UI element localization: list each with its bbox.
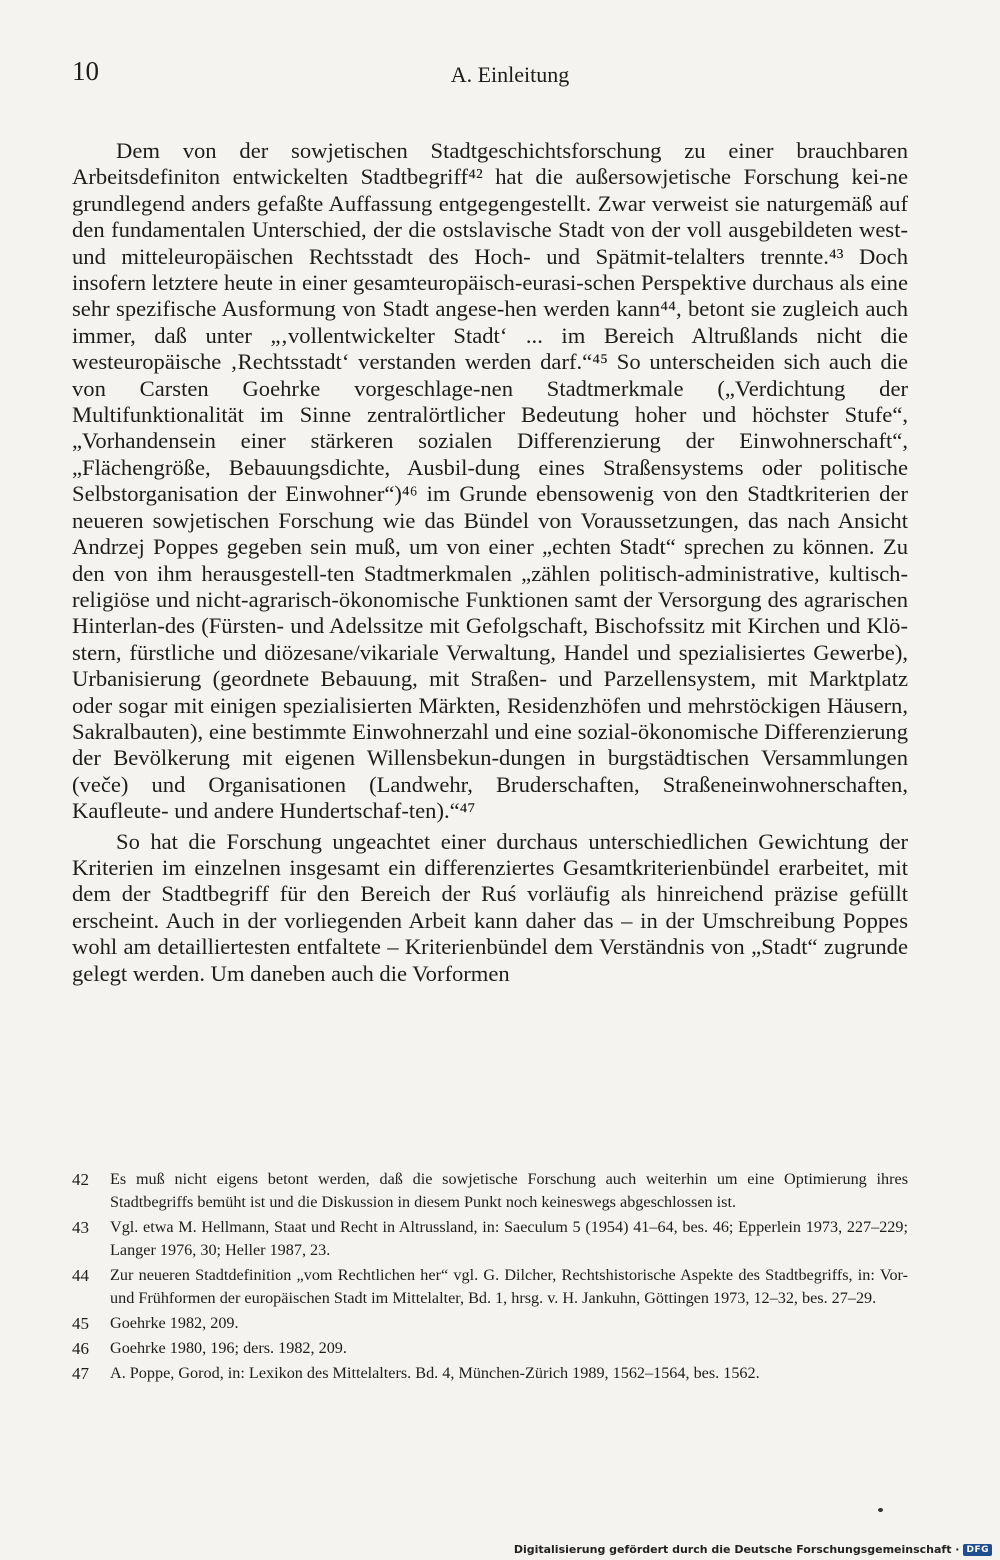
- footnote: [72, 1362, 908, 1385]
- footnote-number: 44: [72, 1266, 89, 1285]
- scan-speck: [878, 1508, 883, 1512]
- running-head: A. Einleitung: [450, 62, 570, 87]
- footnote: [72, 1264, 908, 1310]
- credit-text: Digitalisierung gefördert durch die Deutsche Forschungsgemeinschaft ·: [513, 1543, 960, 1556]
- footnotes: [72, 1168, 908, 1387]
- footnote-text: Es muß nicht eigens betont werden, daß die sowjetische Forschung auch weiterhin um eine Optimierung ihres Stadtbegriffs bemüht ist und die Diskussion in diesem Punkt noch keineswegs abgeschlossen ist.: [110, 1170, 908, 1211]
- page-number: 10: [72, 56, 99, 86]
- footnote: [72, 1168, 908, 1214]
- paragraph: So hat die Forschung ungeachtet einer durchaus unterschiedlichen Gewichtung der Kriterien im einzelnen insgesamt ein differenziertes Gesamtkriterienbündel erarbeitet, mit dem der Stadtbegriff für den Bereich der Ruś vorläufig als hinreichend präzise gefüllt erscheint. Auch in der vorliegenden Arbeit kann daher das – in der Umschreibung Poppes wohl am detailliertesten entfaltete – Kriterienbündel dem Verständnis von „Stadt“ zugrunde gelegt werden. Um daneben auch die Vorformen: [72, 828, 908, 986]
- dfg-logo-icon: DFG: [963, 1544, 992, 1556]
- footnote-text: Vgl. etwa M. Hellmann, Staat und Recht in Altrussland, in: Saeculum 5 (1954) 41–64, bes. 46; Epperlein 1973, 227–229; Langer 1976, 30; Heller 1987, 23.: [110, 1218, 908, 1259]
- footnote-number: 47: [72, 1364, 89, 1383]
- footnote-number: 45: [72, 1314, 89, 1333]
- paragraph: Dem von der sowjetischen Stadtgeschichtsforschung zu einer brauchbaren Arbeitsdefiniton entwickelten Stadtbegriff⁴² hat die außersowjetische Forschung kei-ne grundlegend anders gefaßte Auffassung entgegengestellt. Zwar verweist sie naturgemäß auf den fundamentalen Unterschied, der die ostslavische Stadt von der voll ausgebildeten west- und mitteleuropäischen Rechtsstadt des Hoch- und Spätmit-telalters trennte.⁴³ Doch insofern letztere heute in einer gesamteuropäisch-eurasi-schen Perspektive durchaus als eine sehr spezifische Ausformung von Stadt angese-hen werden kann⁴⁴, betont sie zugleich auch immer, daß unter „‚vollentwickelter Stadt‘ ... im Bereich Altrußlands nicht die westeuropäische ‚Rechtsstadt‘ verstanden werden darf.“⁴⁵ So unterscheiden sich auch die von Carsten Goehrke vorgeschlage-nen Stadtmerkmale („Verdichtung der Multifunktionalität im Sinne zentralörtlicher Bedeutung hoher und höchster Stufe“, „Vorhandensein einer stärkeren sozialen Differenzierung der Einwohnerschaft“, „Flächengröße, Bebauungsdichte, Ausbil-dung eines Straßensystems oder politische Selbstorganisation der Einwohner“)⁴⁶ im Grunde ebensowenig von den Stadtkriterien der neueren sowjetischen Forschung wie das Bündel von Voraussetzungen, das nach Ansicht Andrzej Poppes gegeben sein muß, um von einer „echten Stadt“ sprechen zu können. Zu den von ihm herausgestell-ten Stadtmerkmalen „zählen politisch-administrative, kultisch-religiöse und nicht-agrarisch-ökonomische Funktionen samt der Versorgung des agrarischen Hinterlan-des (Fürsten- und Adelssitze mit Gefolgschaft, Bischofssitz mit Kirchen und Klö-stern, fürstliche und diözesane/vikariale Verwaltung, Handel und spezialisiertes Gewerbe), Urbanisierung (geordnete Bebauung, mit Straßen- und Parzellensystem, mit Marktplatz oder sogar mit einigen spezialisierten Märkten, Residenzhöfen und mehrstöckigen Häusern, Sakralbauten), eine bestimmte Einwohnerzahl und eine sozial-ökonomische Differenzierung der Bevölkerung mit eigenen Willensbekun-dungen in burgstädtischen Versammlungen (veče) und Organisationen (Landwehr, Bruderschaften, Straßeneinwohnerschaften, Kaufleute- und andere Hundertschaf-ten).“⁴⁷: [72, 138, 908, 824]
- body-text: [72, 138, 908, 987]
- footnote: [72, 1312, 908, 1335]
- footnote-number: 43: [72, 1218, 89, 1237]
- footnote: [72, 1337, 908, 1360]
- footnote-text: A. Poppe, Gorod, in: Lexikon des Mittelalters. Bd. 4, München-Zürich 1989, 1562–1564, bes. 1562.: [110, 1364, 760, 1382]
- footnote-text: Goehrke 1980, 196; ders. 1982, 209.: [110, 1339, 347, 1357]
- footnote-number: 46: [72, 1339, 89, 1358]
- footnote-text: Goehrke 1982, 209.: [110, 1314, 239, 1332]
- footnote-text: Zur neueren Stadtdefinition „vom Rechtlichen her“ vgl. G. Dilcher, Rechtshistorische Aspekte des Stadtbegriffs, in: Vor- und Frühformen der europäischen Stadt im Mittelalter, Bd. 1, hrsg. v. H. Jankuhn, Göttingen 1973, 12–32, bes. 27–29.: [110, 1266, 908, 1307]
- footnote: [72, 1216, 908, 1262]
- footnote-number: 42: [72, 1170, 89, 1189]
- page-header: [72, 56, 908, 90]
- digitization-credit: [514, 1543, 992, 1556]
